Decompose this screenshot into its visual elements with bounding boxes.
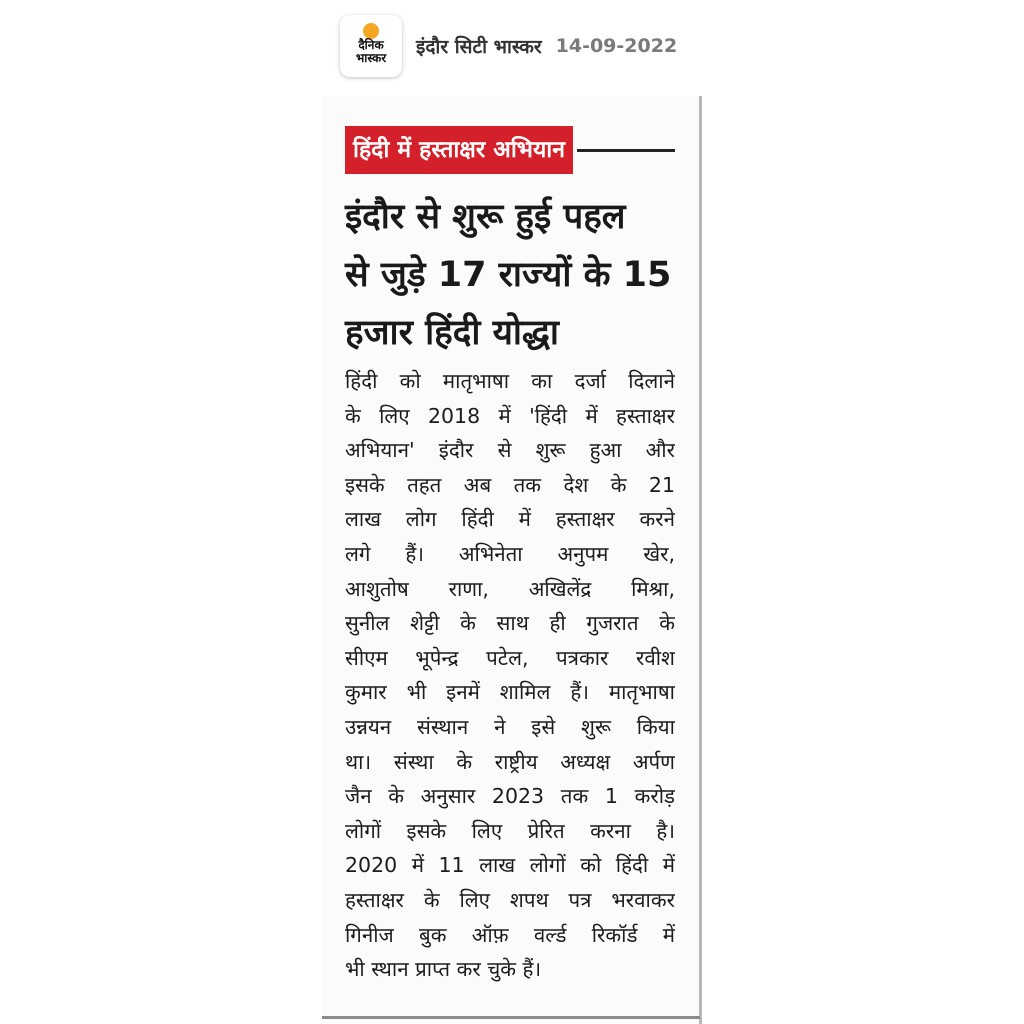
source-header bbox=[340, 14, 677, 78]
body-line: आशुतोष राणा, अखिलेंद्र मिश्रा, bbox=[345, 576, 675, 601]
logo-wordmark-line2: भास्कर bbox=[355, 51, 387, 65]
logo-wordmark bbox=[340, 39, 402, 65]
article-headline bbox=[345, 188, 680, 362]
body-line: उन्नयन संस्थान ने इसे शुरू किया bbox=[345, 714, 675, 739]
body-line: जैन के अनुसार 2023 तक 1 करोड़ bbox=[345, 784, 675, 809]
publish-date: 14-09-2022 bbox=[555, 35, 678, 57]
body-line: गिनीज बुक ऑफ़ वर्ल्ड रिकॉर्ड में bbox=[345, 922, 675, 947]
body-line: इसके तहत अब तक देश के 21 bbox=[345, 472, 675, 497]
logo-sun-icon bbox=[363, 23, 379, 39]
body-line: हिंदी को मातृभाषा का दर्जा दिलाने bbox=[345, 369, 675, 393]
kicker-rule bbox=[577, 149, 675, 152]
article-body bbox=[345, 364, 675, 987]
publisher-name[interactable]: इंदौर सिटी भास्कर bbox=[416, 36, 542, 58]
body-line: हस्ताक्षर के लिए शपथ पत्र भरवाकर bbox=[345, 887, 675, 912]
dainik-bhaskar-logo[interactable] bbox=[340, 15, 402, 77]
headline-line: से जुड़े 17 राज्यों के 15 bbox=[345, 255, 672, 295]
body-line: सीएम भूपेन्द्र पटेल, पत्रकार रवीश bbox=[345, 645, 675, 670]
column-divider bbox=[699, 96, 702, 1024]
body-line: कुमार भी इनमें शामिल हैं। मातृभाषा bbox=[345, 680, 675, 705]
kicker-label: हिंदी में हस्ताक्षर अभियान bbox=[345, 126, 573, 174]
logo-wordmark-line1: दैनिक bbox=[358, 38, 384, 52]
body-line: के लिए 2018 में 'हिंदी में हस्ताक्षर bbox=[345, 403, 675, 428]
body-line: लगे हैं। अभिनेता अनुपम खेर, bbox=[345, 541, 675, 566]
body-line: था। संस्था के राष्ट्रीय अध्यक्ष अर्पण bbox=[345, 749, 675, 774]
bottom-divider bbox=[322, 1016, 700, 1019]
body-line: अभियान' इंदौर से शुरू हुआ और bbox=[345, 438, 675, 463]
body-line: 2020 में 11 लाख लोगों को हिंदी में bbox=[345, 853, 675, 878]
body-line: भी स्थान प्राप्त कर चुके हैं। bbox=[345, 957, 542, 982]
headline-line: इंदौर से शुरू हुई पहल bbox=[345, 197, 626, 237]
kicker-row bbox=[345, 126, 675, 174]
body-line: सुनील शेट्टी के साथ ही गुजरात के bbox=[345, 611, 675, 636]
body-line: लाख लोग हिंदी में हस्ताक्षर करने bbox=[345, 507, 675, 532]
headline-line: हजार हिंदी योद्धा bbox=[345, 313, 560, 353]
body-line: लोगों इसके लिए प्रेरित करना है। bbox=[345, 818, 675, 843]
